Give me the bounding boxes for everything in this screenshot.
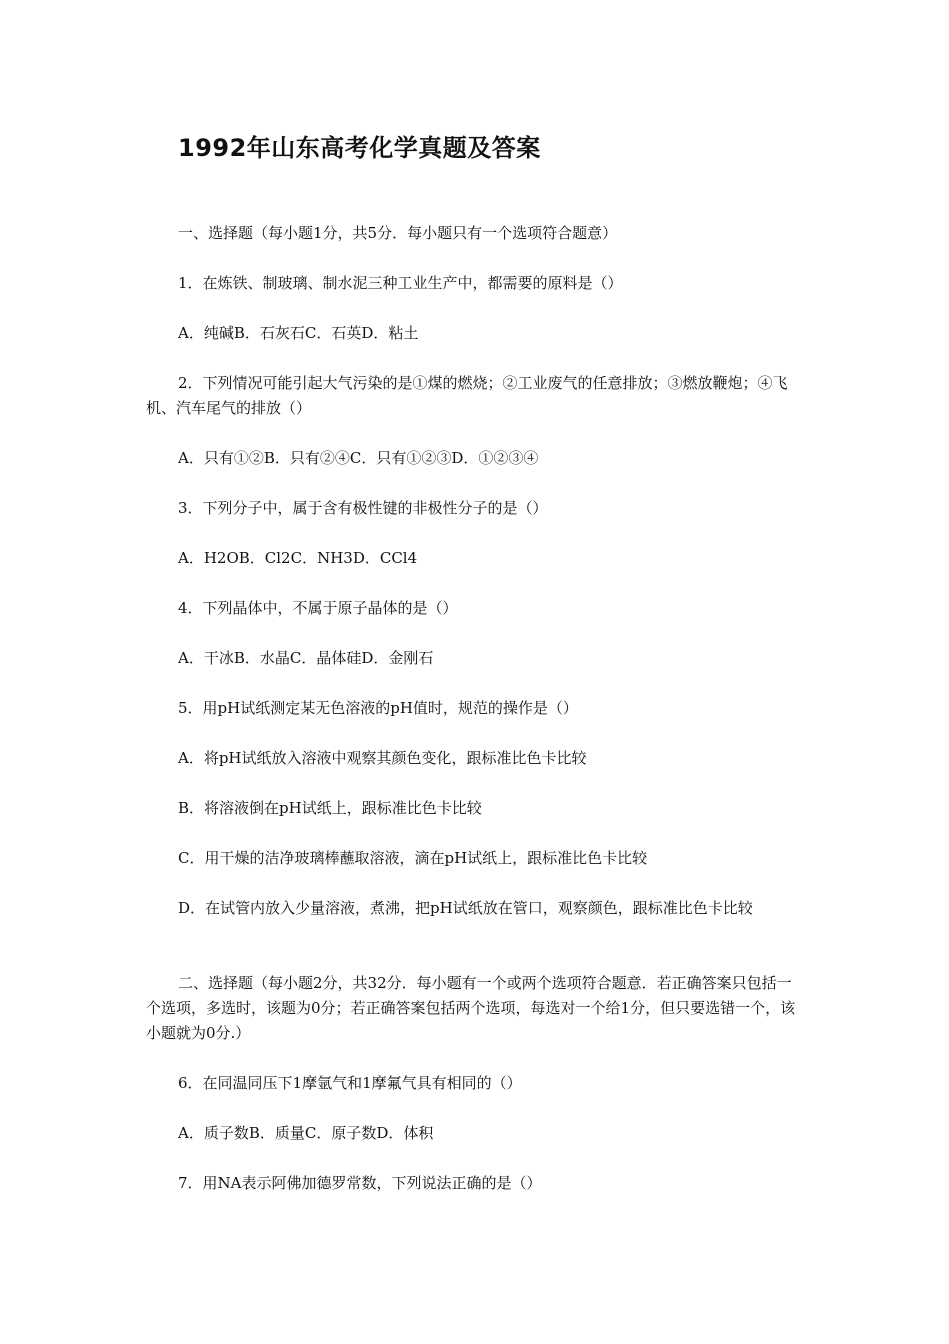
section-1-heading: 一、选择题（每小题1分，共5分．每小题只有一个选项符合题意） <box>178 224 618 242</box>
question-6: 6．在同温同压下1摩氩气和1摩氟气具有相同的（） <box>178 1074 522 1092</box>
question-5-option-a: A．将pH试纸放入溶液中观察其颜色变化，跟标准比色卡比较 <box>178 749 587 767</box>
question-1: 1．在炼铁、制玻璃、制水泥三种工业生产中，都需要的原料是（） <box>178 274 623 292</box>
question-4-options: A．干冰B．水晶C．晶体硅D．金刚石 <box>178 649 434 667</box>
question-5-option-c: C．用干燥的洁净玻璃棒蘸取溶液，滴在pH试纸上，跟标准比色卡比较 <box>178 849 648 867</box>
question-3-options: A．H2OB．Cl2C．NH3D．CCl4 <box>178 549 418 567</box>
question-2: 2．下列情况可能引起大气污染的是①煤的燃烧；②工业废气的任意排放；③燃放鞭炮；④飞机、汽车尾气的排放（） <box>146 374 788 417</box>
document-title: 1992年山东高考化学真题及答案 <box>178 134 541 162</box>
question-3: 3．下列分子中，属于含有极性键的非极性分子的是（） <box>178 499 548 517</box>
question-2-options: A．只有①②B．只有②④C．只有①②③D．①②③④ <box>178 449 539 467</box>
question-5-option-b: B．将溶液倒在pH试纸上，跟标准比色卡比较 <box>178 799 482 817</box>
question-6-options: A．质子数B．质量C．原子数D．体积 <box>178 1124 434 1142</box>
question-5: 5．用pH试纸测定某无色溶液的pH值时，规范的操作是（） <box>178 699 578 717</box>
question-7: 7．用NA表示阿佛加德罗常数，下列说法正确的是（） <box>178 1174 542 1192</box>
question-4: 4．下列晶体中，不属于原子晶体的是（） <box>178 599 458 617</box>
question-5-option-d: D．在试管内放入少量溶液，煮沸，把pH试纸放在管口，观察颜色，跟标准比色卡比较 <box>178 899 753 917</box>
section-2-heading: 二、选择题（每小题2分，共32分．每小题有一个或两个选项符合题意．若正确答案只包括一个选项，多选时，该题为0分；若正确答案包括两个选项，每选对一个给1分，但只要选错一个，该小题就为0分.） <box>146 974 796 1042</box>
question-1-options: A．纯碱B．石灰石C．石英D．粘土 <box>178 324 419 342</box>
